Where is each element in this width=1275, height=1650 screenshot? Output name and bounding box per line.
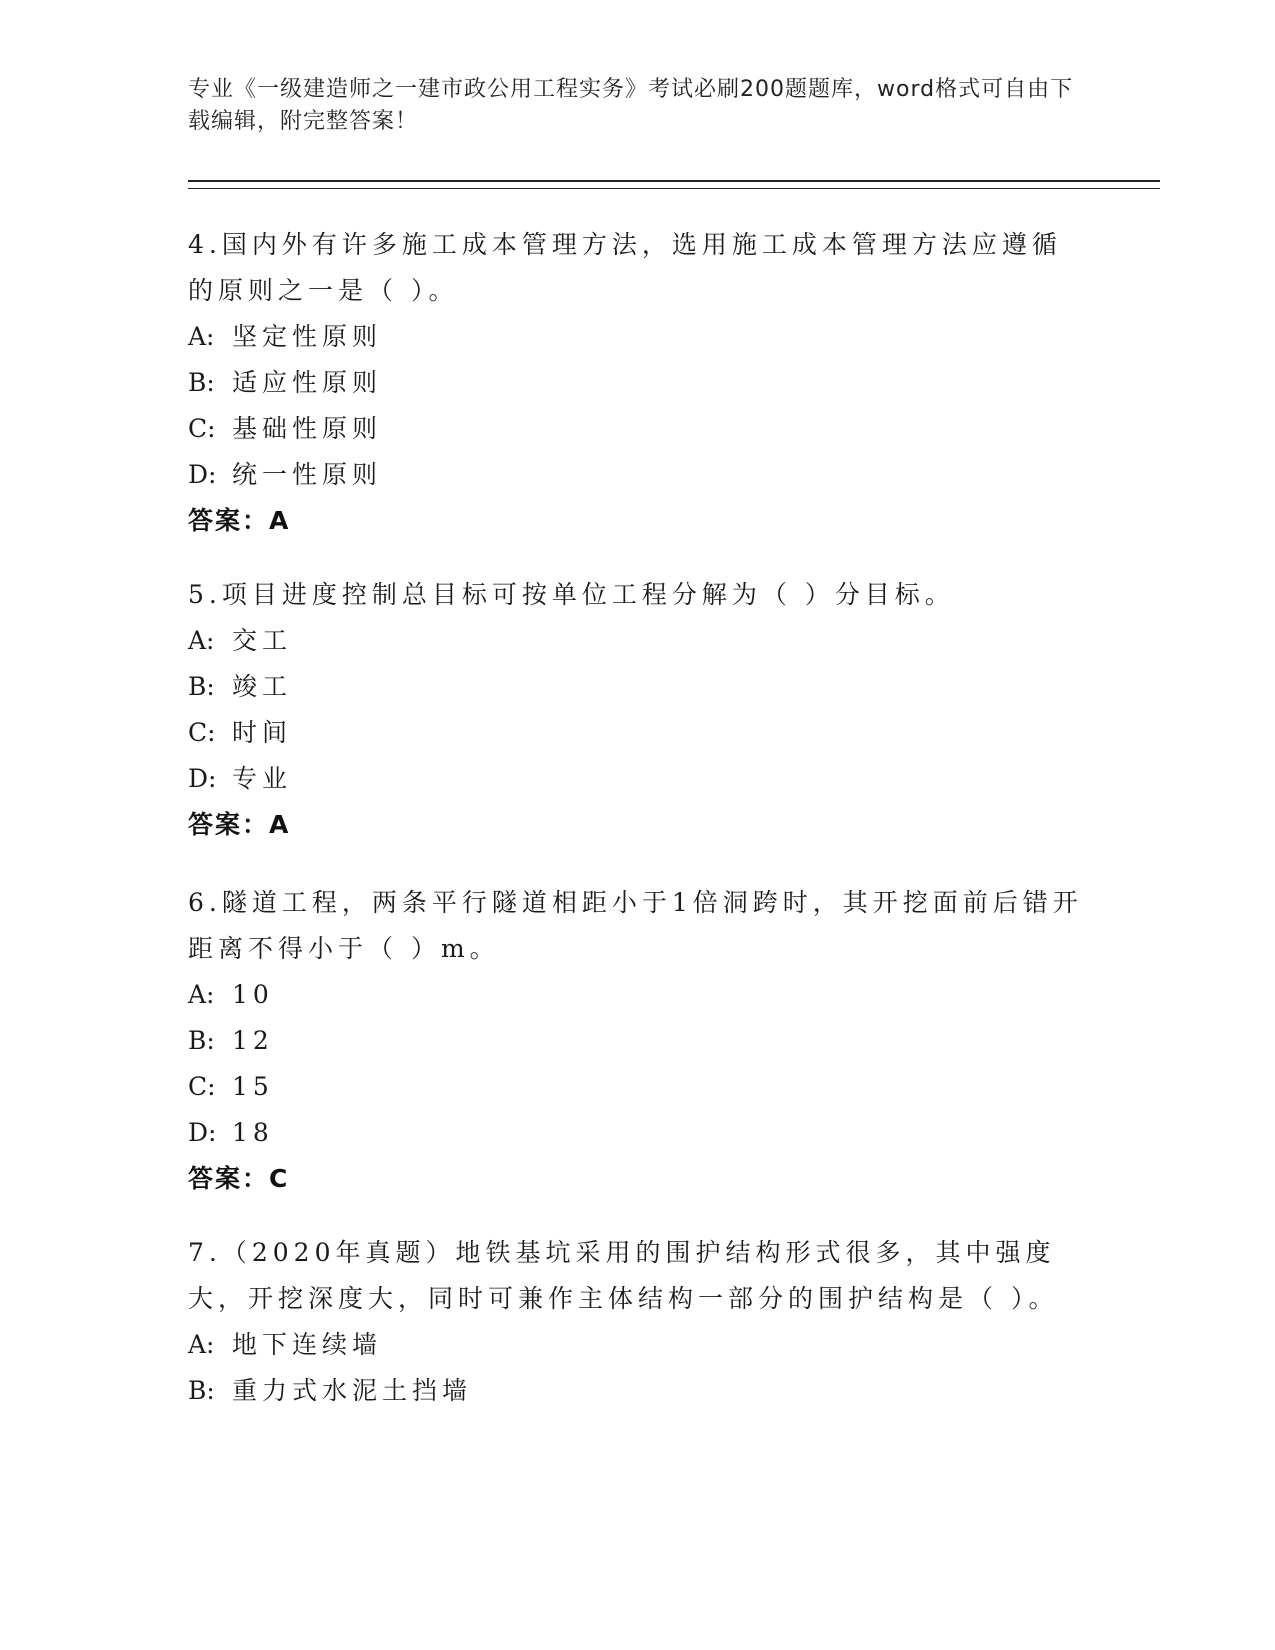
option-letter: C: bbox=[188, 1072, 216, 1101]
option-letter: B: bbox=[188, 1026, 215, 1055]
option-letter: A: bbox=[188, 626, 215, 655]
question-4 bbox=[188, 222, 1088, 544]
option-text: 15 bbox=[232, 1072, 274, 1101]
option-text: 坚定性原则 bbox=[232, 322, 383, 351]
question-6 bbox=[188, 880, 1088, 1202]
option-d bbox=[188, 756, 1088, 802]
question-7 bbox=[188, 1230, 1088, 1414]
option-a bbox=[188, 314, 1088, 360]
option-text: 基础性原则 bbox=[232, 414, 383, 443]
option-letter: B: bbox=[188, 1376, 215, 1405]
option-c bbox=[188, 710, 1088, 756]
option-c bbox=[188, 406, 1088, 452]
option-b bbox=[188, 360, 1088, 406]
question-stem: 7.（2020年真题）地铁基坑采用的围护结构形式很多，其中强度大，开挖深度大，同时可兼作主体结构一部分的围护结构是（ ）。 bbox=[188, 1238, 1059, 1313]
option-letter: A: bbox=[188, 980, 215, 1009]
option-b bbox=[188, 1368, 1088, 1414]
option-text: 10 bbox=[232, 980, 274, 1009]
option-text: 专业 bbox=[232, 764, 293, 793]
question-stem: 6.隧道工程，两条平行隧道相距小于1倍洞跨时，其开挖面前后错开距离不得小于（ ）m。 bbox=[188, 888, 1083, 963]
option-a bbox=[188, 972, 1088, 1018]
option-b bbox=[188, 1018, 1088, 1064]
option-letter: D: bbox=[188, 460, 217, 489]
option-a bbox=[188, 618, 1088, 664]
option-text: 统一性原则 bbox=[232, 460, 383, 489]
answer-line: 答案：A bbox=[188, 506, 291, 535]
option-letter: A: bbox=[188, 1330, 215, 1359]
answer-line: 答案：C bbox=[188, 1164, 290, 1193]
option-letter: C: bbox=[188, 718, 216, 747]
option-letter: B: bbox=[188, 672, 215, 701]
option-c bbox=[188, 1064, 1088, 1110]
option-b bbox=[188, 664, 1088, 710]
question-stem: 5.项目进度控制总目标可按单位工程分解为（ ）分目标。 bbox=[188, 580, 955, 609]
option-letter: D: bbox=[188, 1118, 217, 1147]
question-stem: 4.国内外有许多施工成本管理方法，选用施工成本管理方法应遵循的原则之一是（ ）。 bbox=[188, 230, 1062, 305]
option-text: 时间 bbox=[232, 718, 293, 747]
option-d bbox=[188, 452, 1088, 498]
question-5 bbox=[188, 572, 1088, 848]
option-text: 地下连续墙 bbox=[232, 1330, 383, 1359]
option-a bbox=[188, 1322, 1088, 1368]
document-header: 专业《一级建造师之一建市政公用工程实务》考试必刷200题题库，word格式可自由下载编辑，附完整答案！ bbox=[188, 77, 1074, 134]
option-text: 竣工 bbox=[232, 672, 293, 701]
option-text: 交工 bbox=[232, 626, 293, 655]
option-letter: C: bbox=[188, 414, 216, 443]
answer-line: 答案：A bbox=[188, 810, 291, 839]
option-letter: A: bbox=[188, 322, 215, 351]
option-d bbox=[188, 1110, 1088, 1156]
header-divider bbox=[188, 180, 1160, 189]
option-text: 12 bbox=[232, 1026, 274, 1055]
option-text: 适应性原则 bbox=[232, 368, 383, 397]
option-letter: D: bbox=[188, 764, 217, 793]
option-text: 重力式水泥土挡墙 bbox=[232, 1376, 473, 1405]
option-letter: B: bbox=[188, 368, 215, 397]
option-text: 18 bbox=[232, 1118, 274, 1147]
